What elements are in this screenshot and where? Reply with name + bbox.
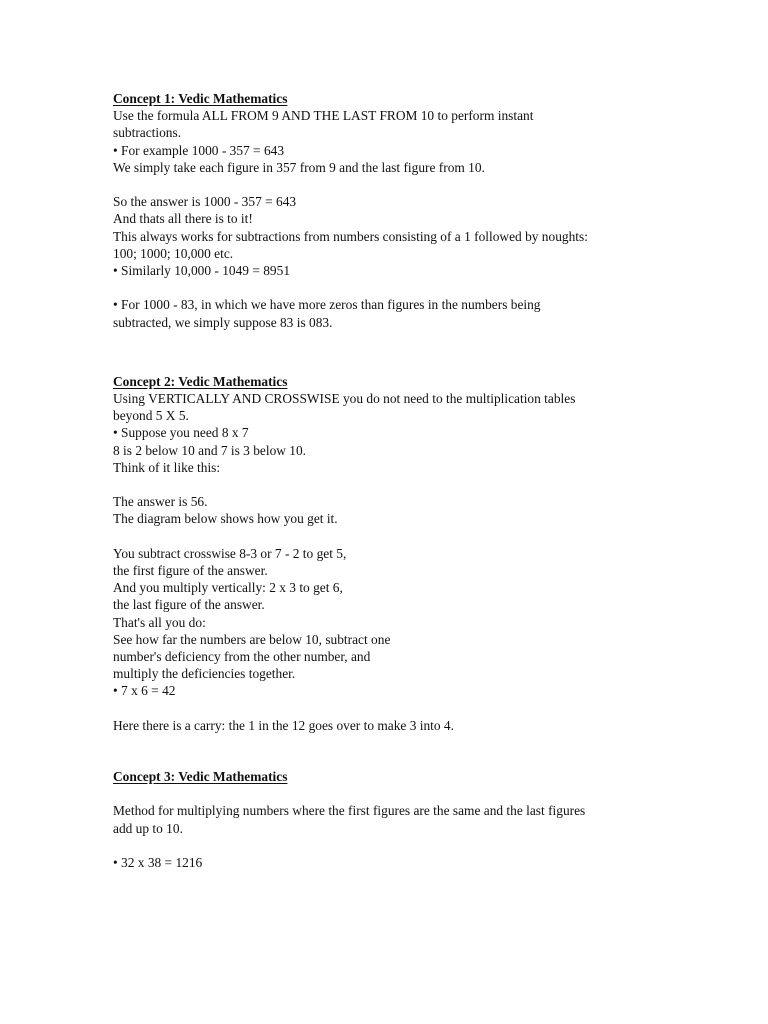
concept1-text-line: Use the formula ALL FROM 9 AND THE LAST FROM 10 to perform instant: [113, 108, 534, 124]
concept2-text-line: See how far the numbers are below 10, subtract one: [113, 631, 391, 647]
paragraph-spacer: [113, 279, 653, 296]
concept2-text-line: Here there is a carry: the 1 in the 12 goes over to make 3 into 4.: [113, 717, 454, 733]
concept3-heading: Concept 3: Vedic Mathematics: [113, 769, 288, 785]
concept2-text-line: And you multiply vertically: 2 x 3 to get 6,: [113, 580, 343, 596]
concept2-text-line: beyond 5 X 5.: [113, 408, 189, 424]
concept2-text-line: the first figure of the answer.: [113, 563, 268, 579]
concept2-text-line: The answer is 56.: [113, 494, 208, 510]
concept1-text-line: 100; 1000; 10,000 etc.: [113, 245, 234, 261]
concept1-bullet: • For example 1000 - 357 = 643: [113, 142, 285, 158]
concept2-text-line: the last figure of the answer.: [113, 597, 265, 613]
concept1-bullet: • For 1000 - 83, in which we have more zeros than figures in the numbers being: [113, 297, 541, 313]
concept2-text-line: That's all you do:: [113, 614, 206, 630]
paragraph-spacer: [113, 176, 653, 193]
concept2-text-line: The diagram below shows how you get it.: [113, 511, 338, 527]
concept2-text-line: You subtract crosswise 8-3 or 7 - 2 to get 5,: [113, 545, 347, 561]
concept3-text-line: Method for multiplying numbers where the first figures are the same and the last figures: [113, 803, 586, 819]
concept1-text-line: So the answer is 1000 - 357 = 643: [113, 194, 297, 210]
concept1-text-line: This always works for subtractions from numbers consisting of a 1 followed by noughts:: [113, 228, 588, 244]
concept2-bullet: • 7 x 6 = 42: [113, 683, 176, 699]
paragraph-spacer: [113, 476, 653, 493]
document-page: [113, 90, 653, 871]
paragraph-spacer: [113, 837, 653, 854]
concept2-text-line: Think of it like this:: [113, 459, 221, 475]
concept1-text-line: subtracted, we simply suppose 83 is 083.: [113, 314, 333, 330]
concept2-text-line: number's deficiency from the other number, and: [113, 649, 371, 665]
concept1-text-line: subtractions.: [113, 125, 182, 141]
concept1-bullet: • Similarly 10,000 - 1049 = 8951: [113, 263, 291, 279]
paragraph-spacer: [113, 785, 653, 802]
paragraph-spacer: [113, 700, 653, 717]
concept3-bullet: • 32 x 38 = 1216: [113, 855, 203, 871]
concept1-text-line: And thats all there is to it!: [113, 211, 253, 227]
section-spacer: [113, 734, 653, 768]
concept2-text-line: 8 is 2 below 10 and 7 is 3 below 10.: [113, 442, 307, 458]
concept1-heading: Concept 1: Vedic Mathematics: [113, 91, 288, 106]
paragraph-spacer: [113, 528, 653, 545]
concept2-bullet: • Suppose you need 8 x 7: [113, 425, 249, 441]
concept2-text-line: multiply the deficiencies together.: [113, 666, 296, 682]
concept2-heading: Concept 2: Vedic Mathematics: [113, 373, 288, 389]
section-spacer: [113, 331, 653, 373]
concept3-text-line: add up to 10.: [113, 820, 183, 836]
concept1-text-line: We simply take each figure in 357 from 9 and the last figure from 10.: [113, 159, 485, 175]
concept2-text-line: Using VERTICALLY AND CROSSWISE you do not need to the multiplication tables: [113, 391, 576, 407]
